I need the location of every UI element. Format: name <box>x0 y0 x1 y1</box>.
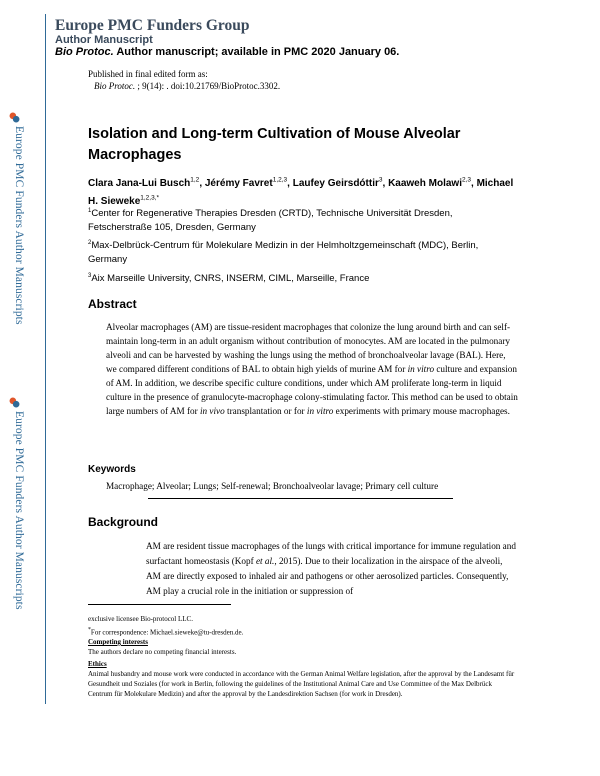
license-note: exclusive licensee Bio-protocol LLC. <box>88 615 193 623</box>
keywords-heading: Keywords <box>88 464 136 475</box>
europe-pmc-logo-icon <box>9 397 20 408</box>
header-availability: Author manuscript; available in PMC 2020 January 06. <box>113 46 400 58</box>
background-heading: Background <box>88 515 159 529</box>
article-title: Isolation and Long-term Cultivation of Mouse Alveolar Macrophages <box>88 126 461 163</box>
header-journal: Bio Protoc. <box>55 46 114 58</box>
header-journal-line <box>55 46 399 58</box>
ethics-heading: Ethics <box>88 660 107 668</box>
affiliation: $^1$Center for Regenerative Therapies Dresden (CRTD), Technische Universität Dresden, Fetscherstraße 105, Dresden, Germany <box>88 208 453 233</box>
citation-journal: Bio Protoc. <box>94 81 136 91</box>
affiliation: $^2$Max-Delbrück-Centrum für Molekulare Medizin in der Helmholtzgemeinschaft (MDC), Berlin, Germany <box>88 240 479 265</box>
background-text: AM are resident tissue macrophages of the lungs with critical importance for immune regulation and surfactant homeostasis (Kopf et al., 2015). Due to their localization in the airspace of the alveoli, AM are directly exposed to inhaled air and pathogens or other aerosolized particles. Consequently, AM play a crucial role in the initiation or suppression of <box>146 541 516 596</box>
ethics-text: Animal husbandry and mouse work were conducted in accordance with the German Animal Welfare legislation, after the approval by the Landesamt für Gesundheit und Soziales (for work in Berlin, following the guidelines of the Institutional Animal Care and Use Committee of the Max Delbrück Centrum für Molekulare Medizin) and after the approval by the Landesdirektion Sachsen (for work in Dresden). <box>88 670 515 698</box>
published-info <box>88 68 280 92</box>
author-list <box>88 174 518 209</box>
citation-doi: ; 9(14): . doi:10.21769/BioProtoc.3302. <box>135 81 281 91</box>
europe-pmc-logo-icon <box>9 112 20 123</box>
footnote-rule <box>88 604 231 605</box>
author: Kaaweh Molawi$^{2,3}$, <box>388 177 477 190</box>
header-group-name: Europe PMC Funders Group <box>55 17 250 34</box>
header-author-manuscript: Author Manuscript <box>55 34 153 46</box>
margin-rule <box>45 14 46 704</box>
citation-line <box>88 80 280 92</box>
abstract-text: Alveolar macrophages (AM) are tissue-resident macrophages that colonize the lung around birth and can self-maintain long-term in an adult organism without contribution of monocytes. AM are located in the pulmonary alveoli and can be harvested by washing the lungs using the method of bronchoalveolar lavage (BAL). Here, we compared different conditions of BAL to obtain high yields of murine AM for in vitro culture and expansion of AM. In addition, we describe specific culture conditions, under which AM proliferate long-term in liquid culture in the presence of granulocyte-macrophage colony-stimulating factor. This method can be used to obtain large numbers of AM for in vivo transplantation or for in vitro experiments with primary mouse macrophages. <box>106 322 518 416</box>
affiliation: $^3$Aix Marseille University, CNRS, INSERM, CIML, Marseille, France <box>88 273 370 285</box>
author: Michael H. Sieweke$^{1,2,3,*}$ <box>88 178 514 207</box>
keywords-rule <box>148 498 453 499</box>
side-label-upper: Europe PMC Funders Author Manuscripts <box>13 126 25 325</box>
competing-interests <box>88 637 518 657</box>
author: Laufey Geirsdóttir$^3$, <box>292 177 389 190</box>
author: Jérémy Favret$^{1,2,3}$, <box>204 177 293 190</box>
side-label-lower: Europe PMC Funders Author Manuscripts <box>13 411 25 610</box>
competing-text: The authors declare no competing financial interests. <box>88 648 237 656</box>
correspondence-note: *For correspondence: Michael.sieweke@tu-dresden.de. <box>88 627 244 637</box>
keywords-text: Macrophage; Alveolar; Lungs; Self-renewal; Bronchoalveolar lavage; Primary cell culture <box>106 481 439 491</box>
ethics-note <box>88 659 518 699</box>
competing-heading: Competing interests <box>88 638 148 646</box>
abstract-heading: Abstract <box>88 297 137 311</box>
published-line: Published in final edited form as: <box>88 69 208 79</box>
author: Clara Jana-Lui Busch$^{1,2}$, <box>88 177 205 190</box>
